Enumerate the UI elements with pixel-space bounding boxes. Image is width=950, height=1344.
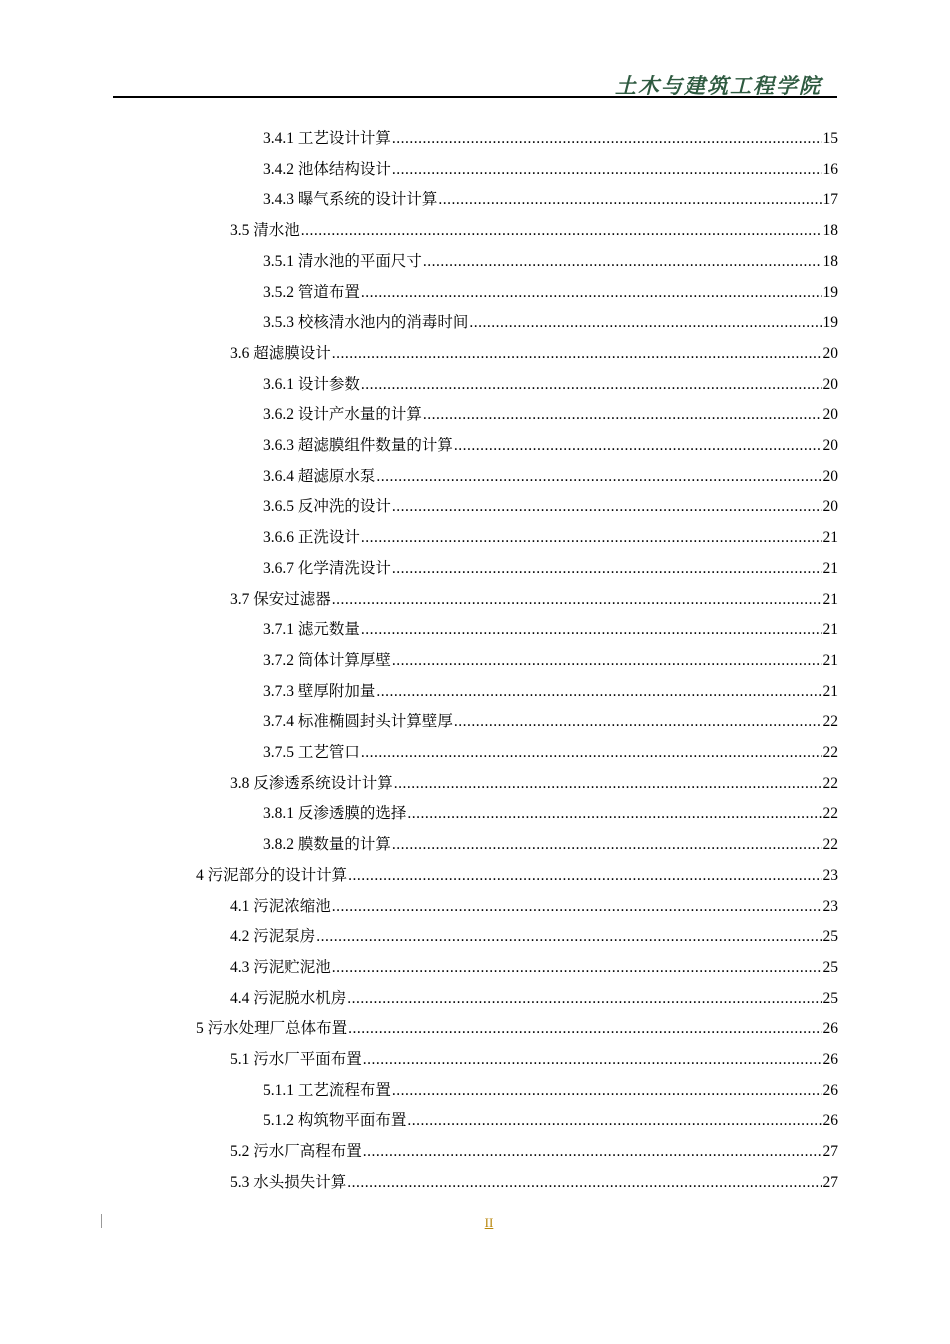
toc-entry-label: 3.8 反渗透系统设计计算 — [230, 774, 393, 792]
page-number: II — [484, 1215, 494, 1230]
toc-entry-label: 3.7.3 壁厚附加量 — [263, 682, 376, 700]
toc-leader-dots — [392, 155, 822, 185]
toc-entry[interactable] — [263, 155, 838, 185]
toc-entry-page: 17 — [822, 191, 838, 209]
toc-leader-dots — [392, 1076, 822, 1106]
toc-leader-dots — [361, 738, 822, 768]
toc-entry-label: 5.3 水头损失计算 — [230, 1173, 347, 1191]
toc-leader-dots — [332, 892, 822, 922]
toc-entry[interactable] — [263, 707, 838, 737]
toc-entry-label: 5.2 污水厂高程布置 — [230, 1143, 362, 1161]
toc-entry-label: 3.6.1 设计参数 — [263, 375, 360, 393]
toc-leader-dots — [454, 707, 822, 737]
toc-entry-label: 3.4.3 曝气系统的设计计算 — [263, 191, 438, 209]
toc-entry-label: 5.1.1 工艺流程布置 — [263, 1081, 391, 1099]
toc-entry-label: 3.5.1 清水池的平面尺寸 — [263, 252, 422, 270]
toc-leader-dots — [361, 615, 822, 645]
toc-entry-page: 25 — [822, 928, 838, 946]
toc-entry[interactable] — [230, 892, 838, 922]
toc-entry-label: 3.5.3 校核清水池内的消毒时间 — [263, 314, 469, 332]
toc-leader-dots — [363, 1137, 822, 1167]
toc-entry-label: 3.8.2 膜数量的计算 — [263, 836, 391, 854]
toc-entry-page: 26 — [822, 1081, 838, 1099]
toc-entry-page: 21 — [822, 559, 838, 577]
toc-entry-page: 18 — [822, 222, 838, 240]
toc-entry-label: 4.1 污泥浓缩池 — [230, 897, 331, 915]
toc-entry[interactable] — [263, 247, 838, 277]
toc-entry-page: 22 — [822, 713, 838, 731]
toc-leader-dots — [348, 1014, 821, 1044]
toc-leader-dots — [423, 400, 822, 430]
toc-entry[interactable] — [230, 769, 838, 799]
toc-leader-dots — [361, 523, 822, 553]
toc-entry-page: 21 — [822, 682, 838, 700]
toc-entry-page: 20 — [822, 467, 838, 485]
toc-entry[interactable] — [230, 339, 838, 369]
toc-entry-label: 3.6 超滤膜设计 — [230, 344, 331, 362]
toc-leader-dots — [376, 677, 821, 707]
toc-leader-dots — [301, 216, 822, 246]
toc-entry-label: 4.4 污泥脱水机房 — [230, 989, 347, 1007]
toc-leader-dots — [392, 492, 822, 522]
toc-entry-page: 26 — [822, 1112, 838, 1130]
toc-leader-dots — [361, 278, 822, 308]
toc-entry-label: 4.3 污泥贮泥池 — [230, 958, 331, 976]
toc-leader-dots — [361, 370, 822, 400]
toc-entry[interactable] — [230, 216, 838, 246]
toc-entry-page: 27 — [822, 1173, 838, 1191]
toc-entry[interactable] — [263, 492, 838, 522]
toc-entry-label: 3.6.2 设计产水量的计算 — [263, 406, 422, 424]
toc-entry-page: 20 — [822, 344, 838, 362]
toc-entry[interactable] — [263, 799, 838, 829]
toc-entry-page: 20 — [822, 498, 838, 516]
toc-entry-page: 25 — [822, 958, 838, 976]
toc-entry[interactable] — [263, 646, 838, 676]
toc-entry-label: 3.4.1 工艺设计计算 — [263, 130, 391, 147]
toc-entry-page: 19 — [822, 314, 838, 332]
toc-leader-dots — [392, 646, 822, 676]
toc-entry[interactable] — [263, 615, 838, 645]
toc-leader-dots — [332, 339, 822, 369]
toc-entry[interactable] — [263, 124, 838, 154]
toc-leader-dots — [332, 585, 822, 615]
toc-leader-dots — [394, 769, 822, 799]
toc-entry[interactable] — [230, 984, 838, 1014]
toc-leader-dots — [348, 861, 821, 891]
toc-leader-dots — [316, 922, 821, 952]
toc-entry[interactable] — [196, 861, 838, 891]
toc-entry[interactable] — [263, 370, 838, 400]
toc-entry-page: 22 — [822, 836, 838, 854]
toc-entry-page: 21 — [822, 651, 838, 669]
toc-entry-page: 22 — [822, 744, 838, 761]
toc-entry[interactable] — [263, 308, 838, 338]
toc-entry-page: 21 — [822, 590, 838, 608]
toc-entry[interactable] — [263, 1106, 838, 1136]
toc-leader-dots — [332, 953, 822, 983]
toc-entry[interactable] — [263, 185, 838, 215]
toc-entry-label: 3.8.1 反渗透膜的选择 — [263, 805, 407, 823]
toc-leader-dots — [454, 431, 822, 461]
toc-entry[interactable] — [230, 1168, 838, 1198]
toc-entry[interactable] — [263, 738, 838, 768]
toc-entry[interactable] — [230, 953, 838, 983]
toc-leader-dots — [469, 308, 821, 338]
toc-entry-page: 18 — [822, 252, 838, 270]
toc-entry[interactable] — [230, 1045, 838, 1075]
toc-entry[interactable] — [263, 677, 838, 707]
toc-entry-label: 3.5.2 管道布置 — [263, 283, 360, 301]
toc-entry[interactable] — [263, 1076, 838, 1106]
toc-leader-dots — [407, 799, 821, 829]
toc-leader-dots — [347, 984, 821, 1014]
toc-entry-label: 3.6.3 超滤膜组件数量的计算 — [263, 437, 453, 454]
toc-entry[interactable] — [230, 1137, 838, 1167]
toc-entry-page: 19 — [822, 283, 838, 301]
toc-entry-page: 15 — [822, 130, 838, 147]
header-logo: 土木与建筑工程学院 — [615, 73, 822, 98]
toc-entry-label: 3.7 保安过滤器 — [230, 590, 331, 608]
toc-entry-label: 3.6.6 正洗设计 — [263, 529, 360, 547]
toc-leader-dots — [407, 1106, 821, 1136]
toc-entry-label: 3.5 清水池 — [230, 222, 300, 240]
toc-entry-label: 5.1.2 构筑物平面布置 — [263, 1112, 407, 1130]
toc-leader-dots — [363, 1045, 822, 1075]
toc-entry-page: 20 — [822, 437, 838, 454]
toc-entry-label: 3.4.2 池体结构设计 — [263, 160, 391, 178]
toc-entry-page: 22 — [822, 774, 838, 792]
toc-entry[interactable] — [263, 830, 838, 860]
toc-entry-label: 3.7.1 滤元数量 — [263, 621, 360, 639]
header-rule — [113, 96, 837, 98]
toc-leader-dots — [423, 247, 822, 277]
toc-entry-label: 3.6.7 化学清洗设计 — [263, 559, 391, 577]
toc-entry-label: 3.6.4 超滤原水泵 — [263, 467, 376, 485]
toc-entry[interactable] — [263, 462, 838, 492]
toc-entry-label: 4 污泥部分的设计计算 — [196, 866, 348, 884]
toc-entry-label: 3.7.2 筒体计算厚壁 — [263, 651, 391, 669]
toc-entry-label: 4.2 污泥泵房 — [230, 928, 316, 946]
toc-entry-page: 21 — [822, 621, 838, 639]
toc-entry-page: 26 — [822, 1020, 838, 1038]
toc-entry[interactable] — [263, 554, 838, 584]
toc-entry-page: 26 — [822, 1051, 838, 1068]
toc-entry-page: 23 — [822, 897, 838, 915]
toc-entry[interactable] — [230, 585, 838, 615]
toc-entry-page: 27 — [822, 1143, 838, 1161]
toc-leader-dots — [438, 185, 821, 215]
toc-entry-page: 23 — [822, 866, 838, 884]
toc-entry[interactable] — [196, 1014, 838, 1044]
toc-leader-dots — [392, 124, 822, 154]
toc-leader-dots — [376, 462, 821, 492]
toc-entry[interactable] — [263, 431, 838, 461]
toc-entry[interactable] — [263, 278, 838, 308]
toc-entry[interactable] — [263, 400, 838, 430]
toc-entry-page: 21 — [822, 529, 838, 547]
toc-entry[interactable] — [230, 922, 838, 952]
toc-leader-dots — [392, 554, 822, 584]
toc-entry-label: 3.7.4 标准椭圆封头计算壁厚 — [263, 713, 453, 731]
toc-entry-page: 16 — [822, 160, 838, 178]
toc-entry[interactable] — [263, 523, 838, 553]
toc-entry-label: 5.1 污水厂平面布置 — [230, 1051, 362, 1068]
toc-entry-page: 20 — [822, 406, 838, 424]
toc-leader-dots — [347, 1168, 821, 1198]
toc-entry-label: 3.6.5 反冲洗的设计 — [263, 498, 391, 516]
toc-entry-page: 20 — [822, 375, 838, 393]
toc-leader-dots — [392, 830, 822, 860]
toc-entry-page: 25 — [822, 989, 838, 1007]
toc-entry-label: 5 污水处理厂总体布置 — [196, 1020, 348, 1038]
toc-entry-page: 22 — [822, 805, 838, 823]
toc-entry-label: 3.7.5 工艺管口 — [263, 744, 360, 761]
